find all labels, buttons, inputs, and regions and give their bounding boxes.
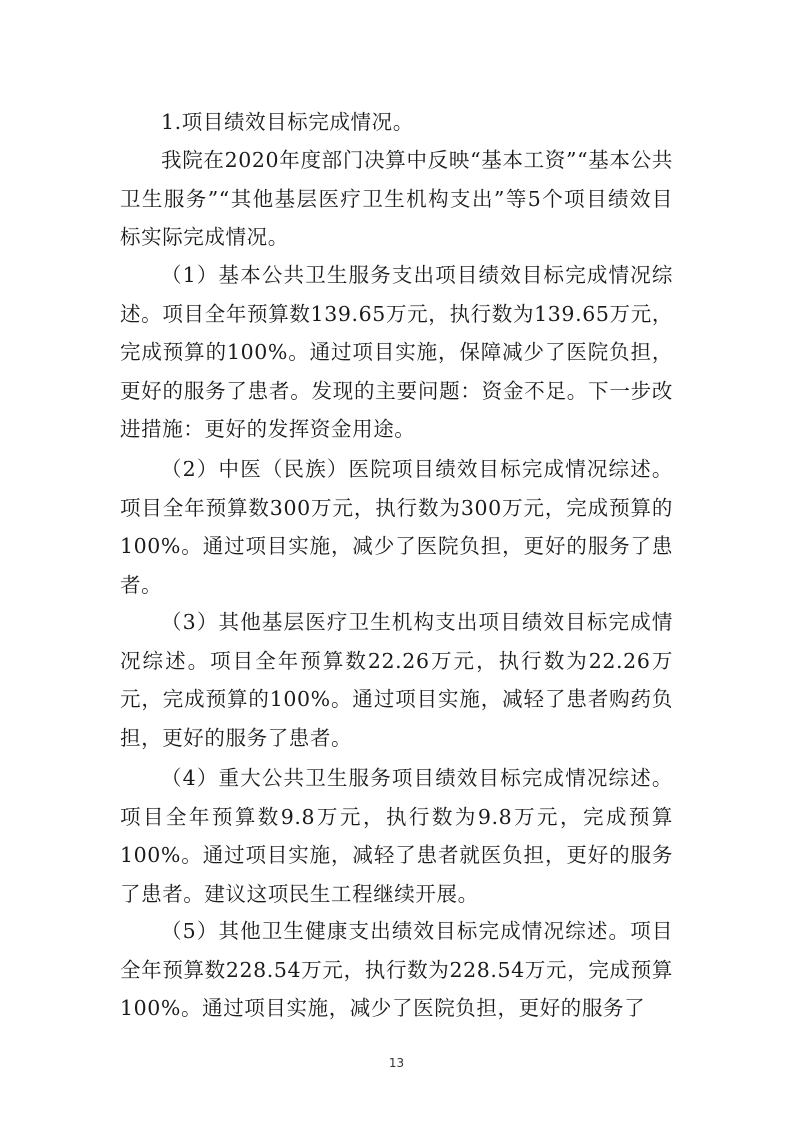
- item-2-paragraph: （2）中医（民族）医院项目绩效目标完成情况综述。项目全年预算数300万元，执行数为300万元，完成预算的100%。通过项目实施，减少了医院负担，更好的服务了患者。: [120, 457, 673, 597]
- item-1-paragraph: （1）基本公共卫生服务支出项目绩效目标完成情况综述。项目全年预算数139.65万元，执行数为139.65万元，完成预算的100%。通过项目实施，保障减少了医院负担，更好的服务了患者。发现的主要问题：资金不足。下一步改进措施：更好的发挥资金用途。: [120, 263, 673, 442]
- item-3-paragraph: （3）其他基层医疗卫生机构支出项目绩效目标完成情况综述。项目全年预算数22.26万元，执行数为22.26万元，完成预算的100%。通过项目实施，减轻了患者购药负担，更好的服务了患者。: [120, 610, 673, 750]
- intro-paragraph: 我院在2020年度部门决算中反映“基本工资”“基本公共卫生服务”“其他基层医疗卫生机构支出”等5个项目绩效目标实际完成情况。: [120, 148, 673, 250]
- page-number: 13: [388, 1056, 405, 1070]
- item-4-paragraph: （4）重大公共卫生服务项目绩效目标完成情况综述。项目全年预算数9.8万元，执行数为9.8万元，完成预算100%。通过项目实施，减轻了患者就医负担，更好的服务了患者。建议这项民生工程继续开展。: [120, 766, 673, 906]
- item-5-paragraph: （5）其他卫生健康支出绩效目标完成情况综述。项目全年预算数228.54万元，执行数为228.54万元，完成预算100%。通过项目实施，减少了医院负担，更好的服务了: [120, 919, 673, 1021]
- section-heading: 1.项目绩效目标完成情况。: [161, 110, 414, 134]
